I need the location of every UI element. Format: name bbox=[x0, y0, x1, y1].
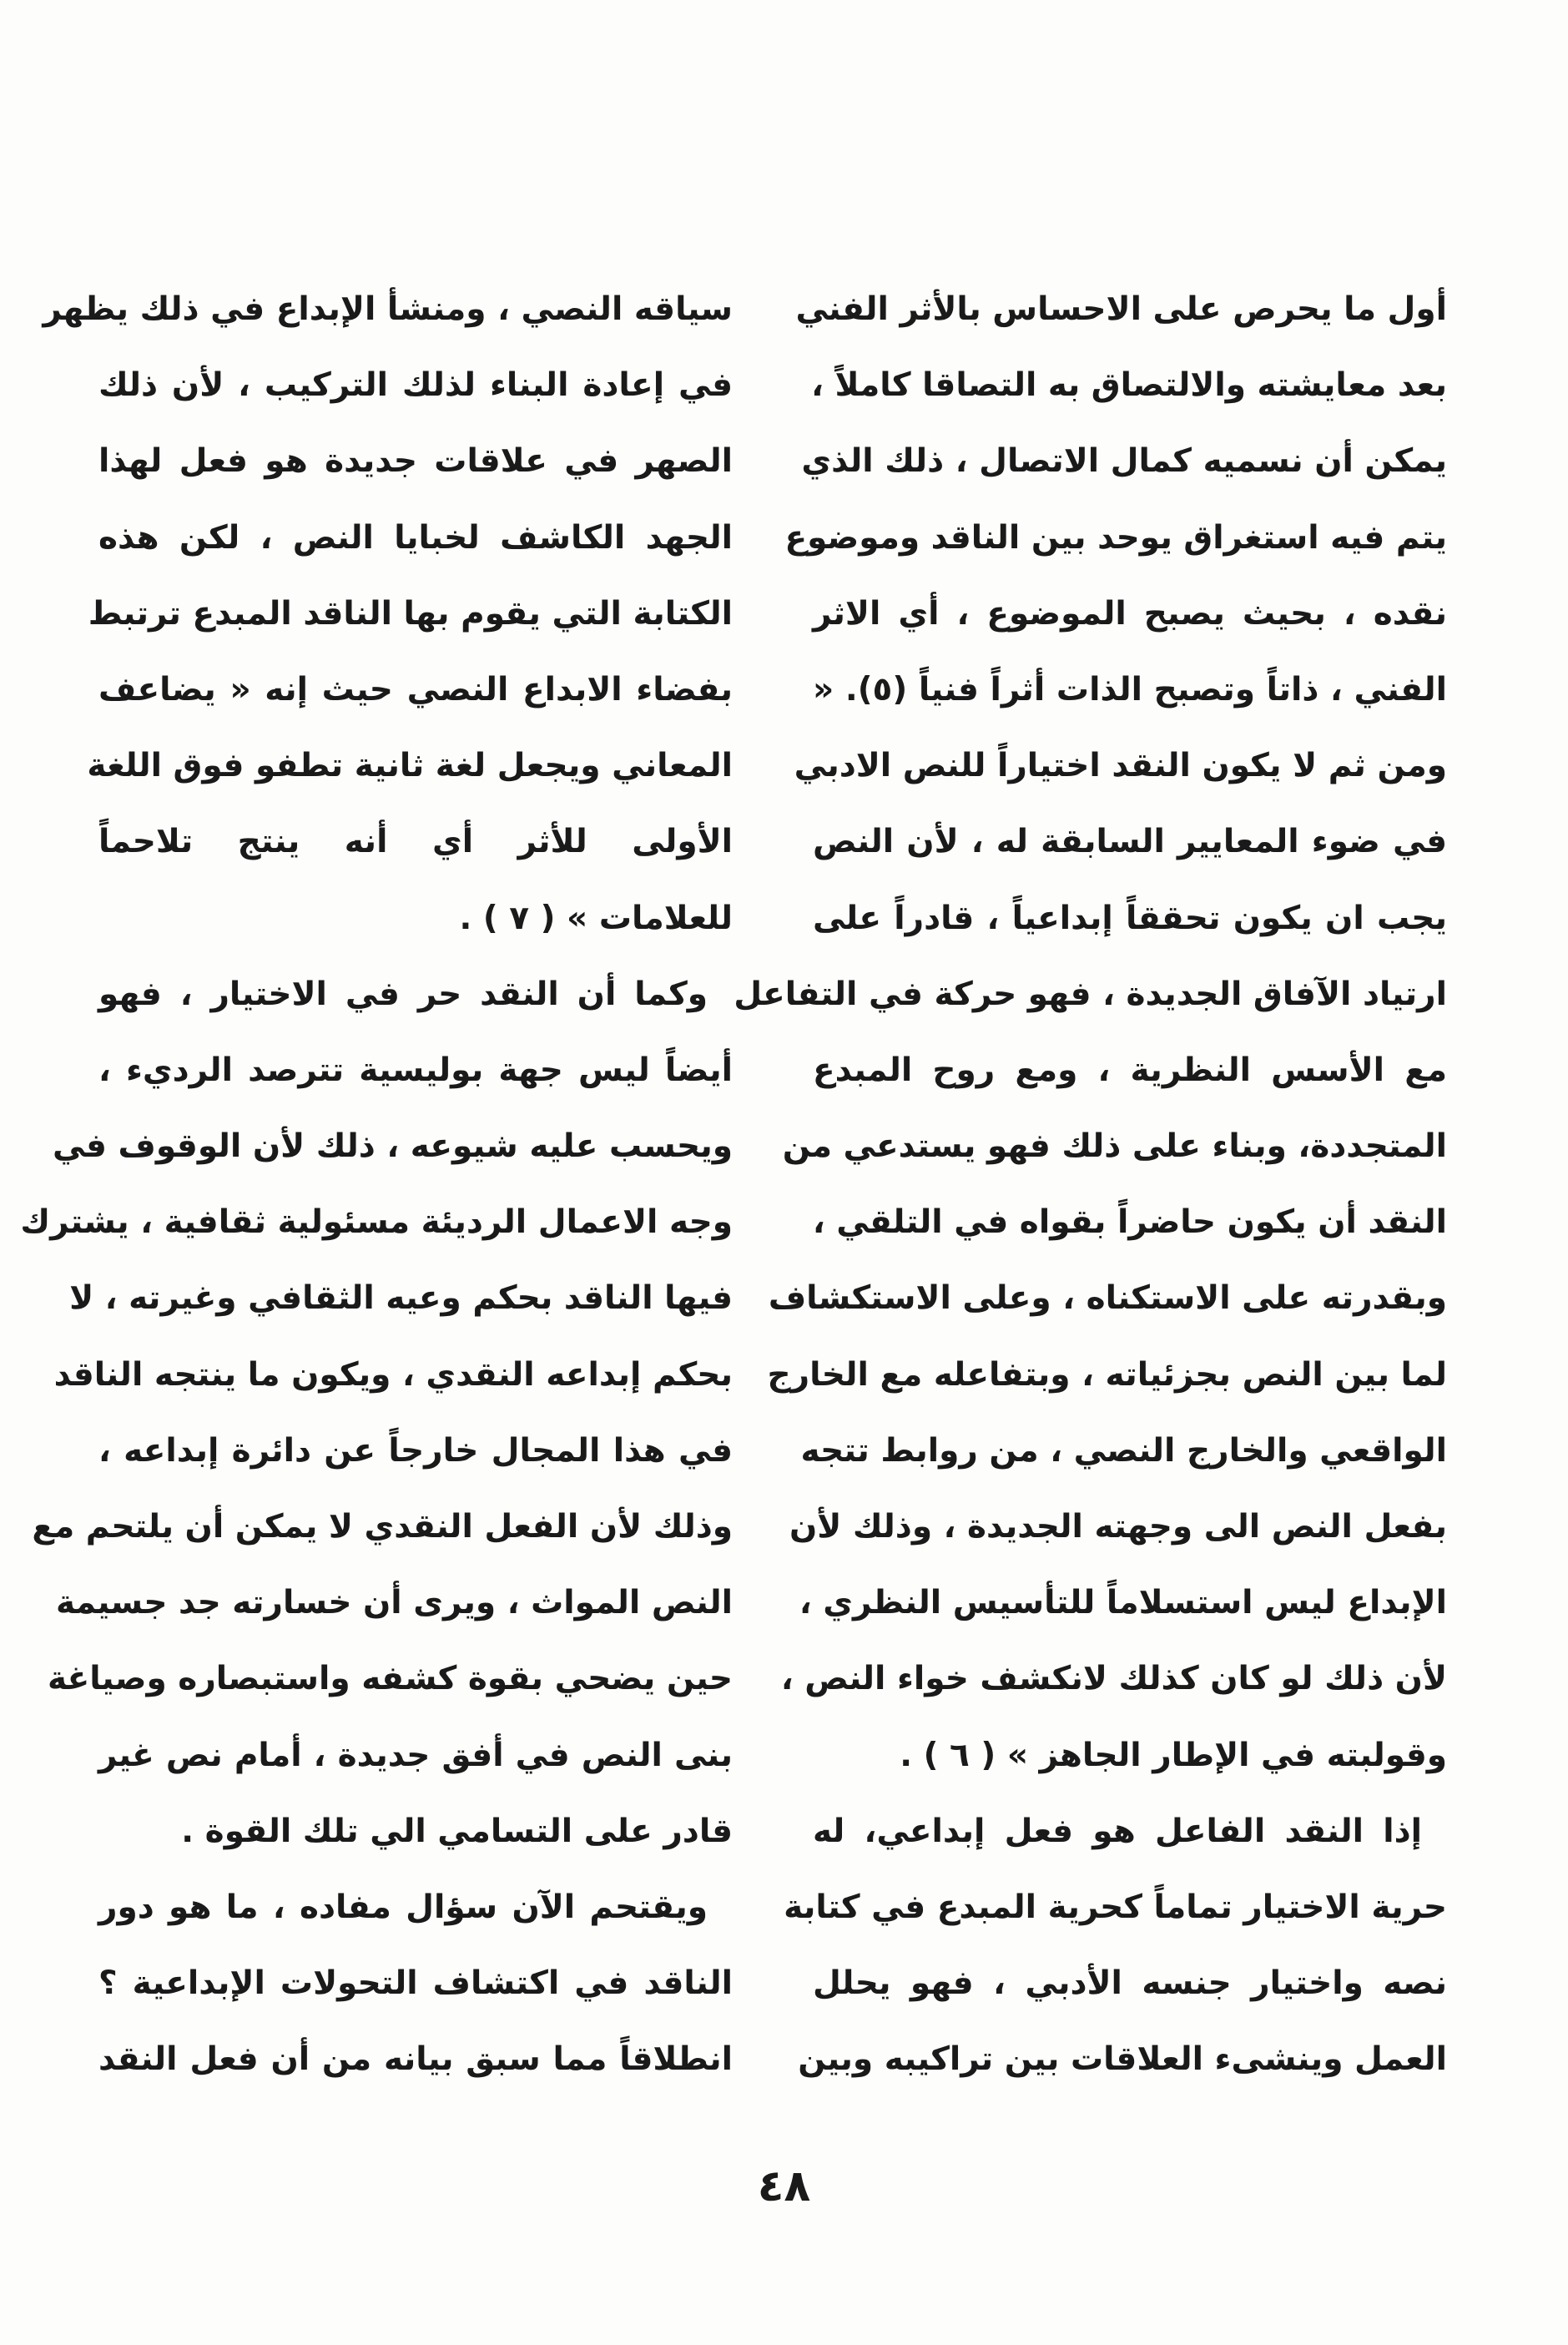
text-line: في إعادة البناء لذلك التركيب ، لأن ذلك bbox=[98, 366, 733, 405]
text-line: للعلامات » ( ٧ ) . bbox=[459, 899, 733, 937]
text-line: حرية الاختيار تماماً كحرية المبدع في كتابة bbox=[784, 1888, 1447, 1926]
text-line: بنى النص في أفق جديدة ، أمام نص غير bbox=[98, 1736, 733, 1774]
right-text-column bbox=[734, 271, 1447, 2098]
text-line: يجب ان يكون تحققاً إبداعياً ، قادراً على bbox=[813, 899, 1447, 937]
text-line: الكتابة التي يقوم بها الناقد المبدع ترتبط bbox=[88, 594, 733, 633]
text-line: الأولى للأثر أي أنه ينتج تلاحماً bbox=[98, 823, 733, 861]
text-line: في هذا المجال خارجاً عن دائرة إبداعه ، bbox=[98, 1431, 733, 1470]
text-line: يمكن أن نسميه كمال الاتصال ، ذلك الذي bbox=[801, 442, 1447, 481]
text-line: ارتياد الآفاق الجديدة ، فهو حركة في التفاعل bbox=[734, 975, 1447, 1013]
text-line: لأن ذلك لو كان كذلك لانكشف خواء النص ، bbox=[780, 1660, 1447, 1698]
page-number: ٤٨ bbox=[757, 2161, 811, 2211]
text-line: الناقد في اكتشاف التحولات الإبداعية ؟ bbox=[98, 1964, 733, 2003]
text-line: الواقعي والخارج النصي ، من روابط تتجه bbox=[800, 1431, 1447, 1470]
text-line: لما بين النص بجزئياته ، وبتفاعله مع الخارج bbox=[767, 1355, 1447, 1394]
text-line: في ضوء المعايير السابقة له ، لأن النص bbox=[813, 823, 1447, 861]
text-line: ويقتحم الآن سؤال مفاده ، ما هو دور bbox=[98, 1888, 708, 1926]
text-line: ومن ثم لا يكون النقد اختياراً للنص الادبي bbox=[794, 747, 1447, 785]
text-line: يتم فيه استغراق يوحد بين الناقد وموضوع bbox=[784, 518, 1447, 557]
text-line: الجهد الكاشف لخبايا النص ، لكن هذه bbox=[98, 518, 733, 557]
text-line: وكما أن النقد حر في الاختيار ، فهو bbox=[98, 975, 708, 1013]
text-line: حين يضحي بقوة كشفه واستبصاره وصياغة bbox=[47, 1660, 733, 1698]
text-line: العمل وينشىء العلاقات بين تراكيبه وبين bbox=[798, 2040, 1447, 2079]
text-line: بعد معايشته والالتصاق به التصاقا كاملاً ، bbox=[811, 366, 1447, 405]
text-line: أيضاً ليس جهة بوليسية تترصد الرديء ، bbox=[98, 1051, 733, 1089]
text-line: نقده ، بحيث يصبح الموضوع ، أي الاثر bbox=[813, 594, 1447, 633]
left-text-column bbox=[20, 271, 733, 2098]
text-line: أول ما يحرص على الاحساس بالأثر الفني bbox=[795, 290, 1447, 328]
text-line: نصه واختيار جنسه الأدبي ، فهو يحلل bbox=[813, 1964, 1447, 2003]
text-line: بفضاء الابداع النصي حيث إنه « يضاعف bbox=[98, 670, 733, 709]
text-line: فيها الناقد بحكم وعيه الثقافي وغيرته ، لا bbox=[69, 1279, 733, 1318]
text-line: سياقه النصي ، ومنشأ الإبداع في ذلك يظهر bbox=[43, 290, 733, 328]
text-line: وبقدرته على الاستكناه ، وعلى الاستكشاف bbox=[768, 1279, 1447, 1318]
text-line: المتجددة، وبناء على ذلك فهو يستدعي من bbox=[782, 1127, 1447, 1166]
text-line: المعاني ويجعل لغة ثانية تطفو فوق اللغة bbox=[87, 747, 733, 785]
text-line: مع الأسس النظرية ، ومع روح المبدع bbox=[813, 1051, 1447, 1089]
text-line: انطلاقاً مما سبق بيانه من أن فعل النقد bbox=[98, 2040, 733, 2079]
text-line: الإبداع ليس استسلاماً للتأسيس النظري ، bbox=[799, 1584, 1447, 1622]
text-line: بفعل النص الى وجهته الجديدة ، وذلك لأن bbox=[789, 1508, 1447, 1546]
text-line: النقد أن يكون حاضراً بقواه في التلقي ، bbox=[812, 1203, 1447, 1242]
text-line: النص المواث ، ويرى أن خسارته جد جسيمة bbox=[55, 1584, 733, 1622]
text-line: وجه الاعمال الرديئة مسئولية ثقافية ، يشترك bbox=[20, 1203, 733, 1242]
text-line: وقولبته في الإطار الجاهز » ( ٦ ) . bbox=[900, 1736, 1447, 1774]
text-line: قادر على التسامي الي تلك القوة . bbox=[181, 1812, 733, 1850]
text-line: الفني ، ذاتاً وتصبح الذات أثراً فنياً (٥). « bbox=[813, 670, 1447, 709]
text-line: وذلك لأن الفعل النقدي لا يمكن أن يلتحم مع bbox=[32, 1508, 733, 1546]
text-line: إذا النقد الفاعل هو فعل إبداعي، له bbox=[813, 1812, 1422, 1850]
text-line: الصهر في علاقات جديدة هو فعل لهذا bbox=[98, 442, 733, 481]
text-line: ويحسب عليه شيوعه ، ذلك لأن الوقوف في bbox=[52, 1127, 733, 1166]
text-line: بحكم إبداعه النقدي ، ويكون ما ينتجه الناقد bbox=[53, 1355, 733, 1394]
